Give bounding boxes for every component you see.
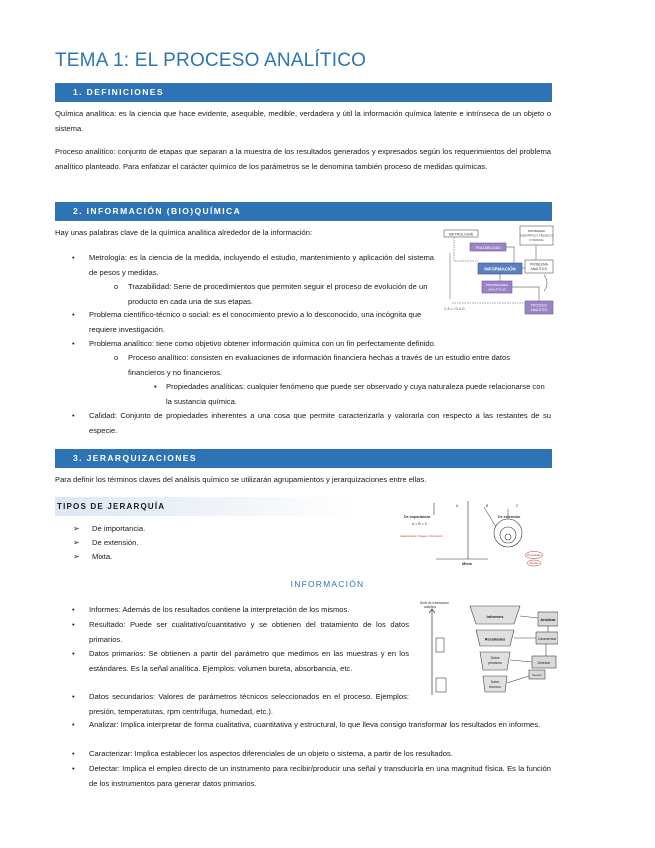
tipos-jerarquia-heading: TIPOS DE JERARQUÍA (55, 497, 357, 516)
jerarquia-diagram (396, 497, 556, 567)
diagram-label: ANALÍTICO (530, 308, 548, 312)
diagram-label: Analizar (540, 617, 556, 622)
list-item: • Caracterizar: Implica establecer los aspectos diferenciales de un objeto o sistema, a partir de los resultados. (89, 747, 551, 762)
list-item: • Resultado: Puede ser cualitativo/cuantitativo y se obtienen del tratamiento de los datos primarios. (89, 618, 409, 647)
list-item: • Analizar: Implica interpretar de forma cualitativa, cuantitativa y estructural, lo que lleva consigo transformar los resultados en informes. (89, 718, 551, 733)
diagram-label: C A L I D A D (444, 307, 465, 311)
diagram-label: Informes (486, 614, 504, 619)
diagram-label: TRAZABILIDAD (475, 245, 501, 250)
list-item: o Proceso analítico: consisten en evaluaciones de información financiera hechas a través de un estudio entre datos financieros y no financieros. (128, 351, 548, 380)
diagram-label: PROBLEMA (527, 229, 546, 233)
list-item: ➢ Mixta. (92, 550, 112, 565)
informacion-diagram (440, 223, 555, 318)
list-item: • Informes: Además de los resultados contiene la interpretación de los mismos. (89, 603, 409, 618)
list-item: ➢ De importancia. (92, 522, 145, 537)
diagram-label: Sensor (532, 673, 542, 678)
diagram-label: PROBLEMA (530, 262, 548, 267)
section-heading-informacion-bioquimica: 2. INFORMACIÓN (BIO)QUÍMICA (55, 202, 552, 221)
diagram-label: Detectar (537, 661, 551, 665)
diagram-label: Muestra (529, 562, 539, 566)
diagram-beaker (436, 678, 446, 692)
list-item: • Problema científico-técnico o social: es el conocimiento previo a lo desconocido, una incógnita que requiere investigación. (89, 308, 434, 337)
diagram-label: Datos (490, 656, 500, 660)
info-intro: Hay unas palabras clave de la química analítica alrededor de la información: (55, 228, 313, 237)
diagram-label: O SOCIAL (529, 238, 544, 242)
list-item: ▪ Propiedades analíticas: cualquier fenómeno que puede ser observado y cuya naturaleza puede relacionarse con la sustancia química. (166, 380, 551, 409)
piramide-informacion-diagram (418, 598, 558, 700)
diagram-label: CIENTÍFICO-TÉCNICO (520, 233, 553, 238)
diagram-label: A (456, 504, 459, 508)
diagram-label: De importancia (404, 515, 430, 519)
section-heading-jerarquizaciones: 3. JERARQUIZACIONES (55, 449, 552, 468)
diagram-label: analítica (424, 605, 436, 609)
list-item: • Problema analítico: tiene como objetivo obtener información química con un fin perfectamente definido. (89, 337, 549, 352)
section-heading-definiciones: 1. DEFINICIONES (55, 83, 552, 102)
diagram-label: Mixta (462, 562, 472, 566)
diagram-label: Propiedades (526, 554, 542, 558)
diagram-label: Caracterizar (537, 637, 557, 641)
paragraph-quimica-analitica: Química analítica: es la ciencia que hace evidente, asequible, medible, verdadera y útil la información química latente e intrínseca de un objeto o sistema. (55, 109, 551, 133)
list-item: • Datos secundarios: Valores de parámetros técnicos seleccionados en el proceso. Ejemplos: presión, temperaturas, rpm centrífuga, humedad, etc.). (89, 690, 409, 719)
list-item: o Trazabilidad: Serie de procedimientos que permiten seguir el proceso de evolución de un producto en cada una de sus etapas. (128, 280, 432, 309)
list-item: ➢ De extensión. (92, 536, 138, 551)
diagram-label: B (486, 504, 489, 508)
list-item: • Datos primarios: Se obtienen a partir del parámetro que medimos en las muestras y en los estándares. Es la señal analítica. Ejemplos: volumen bureta, absorbancia, etc. (89, 647, 409, 676)
diagram-beaker (436, 638, 444, 652)
list-item: • Calidad: Conjunto de propiedades inherentes a una cosa que permite caracterizarla y valorarla con respecto a las restantes de su especie. (89, 409, 551, 438)
diagram-label: A > B > C (412, 522, 428, 526)
diagram-label: técnicos (489, 685, 501, 689)
diagram-label: ANALÍTICAS (487, 287, 507, 292)
diagram-label: Nivel de información (420, 601, 449, 605)
page-title: TEMA 1: EL PROCESO ANALÍTICO (55, 50, 367, 71)
list-item: • Metrología: es la ciencia de la medida, incluyendo el estudio, mantenimiento y aplicación del sistema de pesos y medidas. (89, 251, 434, 280)
diagram-label: C (516, 504, 519, 508)
list-item: • Detectar: Implica el empleo directo de un instrumento para recibir/producir una señal y transducirla en una magnitud física. Es la función de los instrumentos para generar datos primarios. (89, 762, 551, 791)
diagram-label: PROPIEDADES (485, 283, 509, 287)
paragraph-proceso-analitico: Proceso analítico: conjunto de etapas que separan a la muestra de los resultados generados y expresados según los requerimientos del problema analítico planteado. Para enfatizar el carácter químico de los parámetros se le denomina también proceso de medidas químicas. (55, 147, 551, 171)
diagram-label: Resultados (484, 637, 506, 642)
diagram-label: METROLOGÍA (449, 232, 473, 237)
diagram-label: De extensión (498, 515, 521, 519)
pyramid-level-datos-tecnicos (483, 676, 507, 692)
diagram-label: Característica / Imagen / Información (400, 535, 443, 538)
diagram-label: Datos (490, 680, 500, 684)
informacion-heading: INFORMACIÓN (290, 579, 365, 589)
diagram-label: PROCESO (531, 303, 547, 308)
jerarquizaciones-intro: Para definir los términos claves del análisis químico se utilizarán agrupamientos y jerarquizaciones entre ellas. (55, 475, 427, 484)
diagram-label: ANALÍTICO (530, 267, 548, 271)
diagram-label: INFORMACIÓN (484, 266, 516, 272)
diagram-label: primarios (488, 661, 502, 665)
